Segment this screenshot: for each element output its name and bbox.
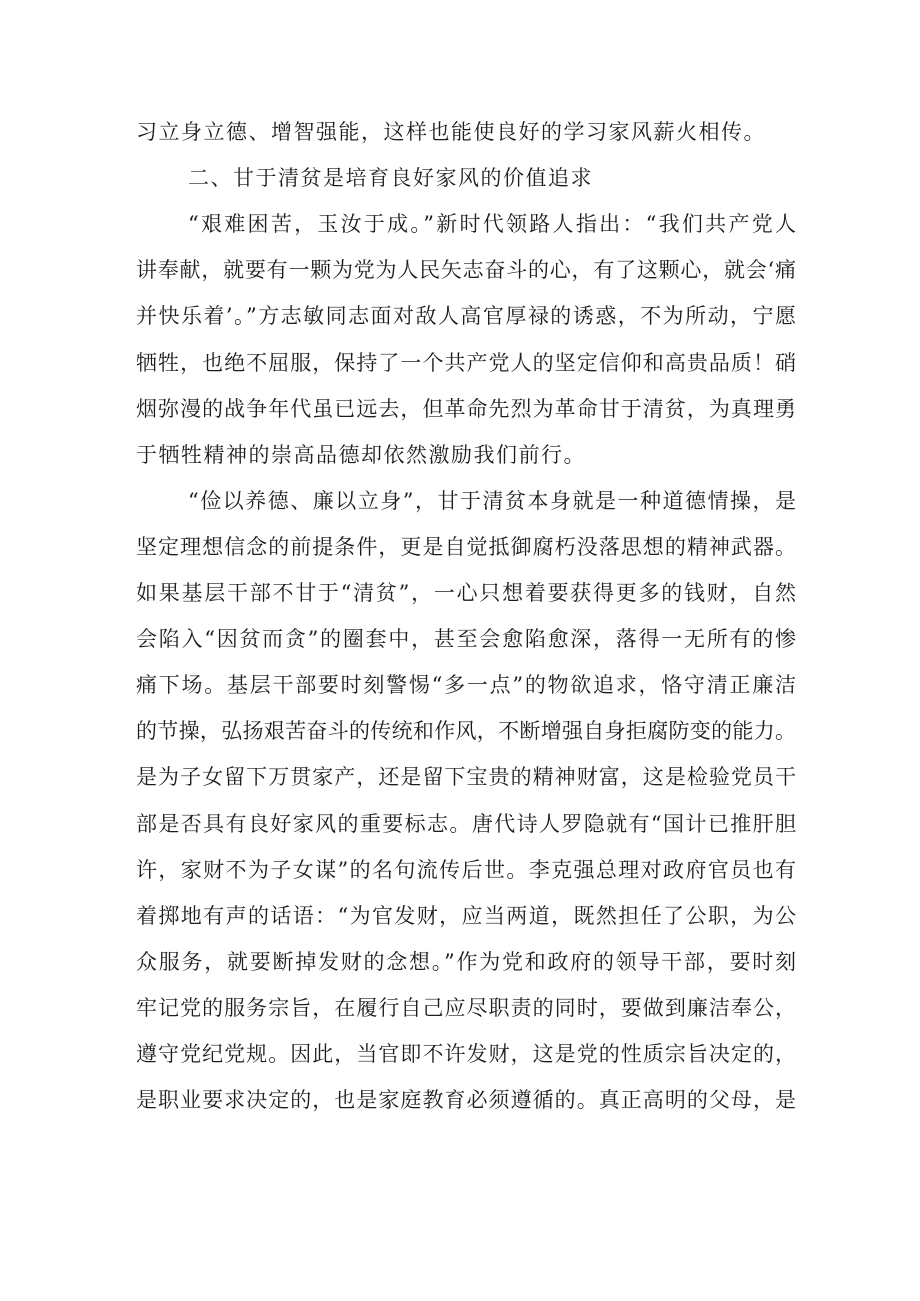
paragraph-line: 习立身立德、增智强能，这样也能使良好的学习家风薪火相传。: [136, 120, 766, 144]
paragraph-line: 牢记党的服务宗旨，在履行自己应尽职责的同时，要做到廉洁奉公，: [136, 996, 796, 1020]
paragraph-line: 坚定理想信念的前提条件，更是自觉抵御腐朽没落思想的精神武器。: [136, 535, 796, 559]
paragraph-line: 是为子女留下万贯家产，还是留下宝贵的精神财富，这是检验党员干: [136, 765, 796, 789]
paragraph-line: 痛下场。基层干部要时刻警惕“多一点”的物欲追求，恪守清正廉洁: [136, 673, 796, 697]
paragraph-line: 会陷入“因贫而贪”的圈套中，甚至会愈陷愈深，落得一无所有的惨: [136, 627, 796, 651]
paragraph-line: 着掷地有声的话语：“为官发财，应当两道，既然担任了公职，为公: [136, 904, 796, 928]
paragraph-line: “俭以养德、廉以立身”，甘于清贫本身就是一种道德情操，是: [188, 489, 796, 513]
paragraph-line: “艰难困苦，玉汝于成。”新时代领路人指出：“我们共产党人: [188, 212, 796, 236]
section-heading: 二、甘于清贫是培育良好家风的价值追求: [188, 166, 593, 190]
paragraph-line: 的节操，弘扬艰苦奋斗的传统和作风，不断增强自身拒腐防变的能力。: [136, 719, 796, 743]
paragraph-line: 是职业要求决定的，也是家庭教育必须遵循的。真正高明的父母，是: [136, 1088, 796, 1112]
paragraph-line: 遵守党纪党规。因此，当官即不许发财，这是党的性质宗旨决定的，: [136, 1042, 796, 1066]
paragraph-line: 烟弥漫的战争年代虽已远去，但革命先烈为革命甘于清贫，为真理勇: [136, 397, 796, 421]
paragraph-line: 牺牲，也绝不屈服，保持了一个共产党人的坚定信仰和高贵品质！硝: [136, 351, 796, 375]
paragraph-line: 如果基层干部不甘于“清贫”，一心只想着要获得更多的钱财，自然: [136, 581, 796, 605]
paragraph-line: 并快乐着’。”方志敏同志面对敌人高官厚禄的诱惑，不为所动，宁愿: [136, 304, 796, 328]
paragraph-line: 众服务，就要断掉发财的念想。”作为党和政府的领导干部，要时刻: [136, 950, 796, 974]
paragraph-line: 部是否具有良好家风的重要标志。唐代诗人罗隐就有“国计已推肝胆: [136, 812, 796, 836]
paragraph-line: 许，家财不为子女谋”的名句流传后世。李克强总理对政府官员也有: [136, 858, 796, 882]
paragraph-line: 讲奉献，就要有一颗为党为人民矢志奋斗的心，有了这颗心，就会‘痛: [136, 258, 796, 282]
paragraph-line: 于牺牲精神的崇高品德却依然激励我们前行。: [136, 443, 586, 467]
